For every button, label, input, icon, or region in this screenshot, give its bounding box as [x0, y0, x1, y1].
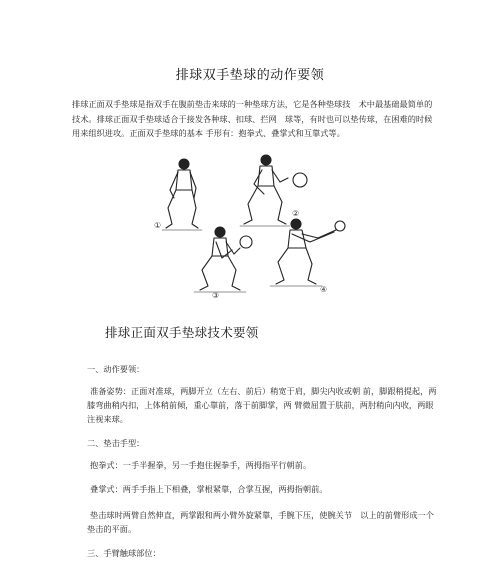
volleyball-ball-2 — [293, 173, 307, 187]
fist-grip-paragraph: 抱拳式：一手半握拳，另一手抱住握拳手，两拇指平行朝前。 — [90, 460, 312, 470]
heading-motion-essentials: 一、动作要领： — [87, 364, 145, 374]
volleyball-illustration — [150, 150, 350, 300]
volleyball-ball-3 — [240, 236, 252, 248]
passing-arm-paragraph: 垫击球时两臂自然伸直，两掌跟和两小臂外旋紧靠，手腕下压，使腕关节 以上的前臂形成一个垫击的平面。 — [87, 510, 434, 534]
figure-label-3: ③ — [212, 291, 220, 300]
player-figure-4 — [276, 219, 336, 284]
intro-paragraph: 排球正面双手垫球是指双手在腹前垫击来球的一种垫球方法，它是各种垫球技 术中最基础最简单的技术。排球正面双手垫球适合于接发各种球、扣球、拦网 球等，有时也可以垫传球，在困难的时候用来组织进攻。正面双手垫球的基本 手形有：抱拳式、叠掌式和互靠式等。 — [72, 99, 433, 138]
figure-label-2: ② — [292, 209, 300, 218]
ready-stance-paragraph: 准备姿势：正面对准球，两脚开立（左右、前后）稍宽于肩，脚尖内收或朝 前，脚跟稍提起，两膝弯曲稍内扣，上体稍前倾，重心靠前，落于前脚掌，两 臂微屈置于肤前，两肘稍向内收，两眼注视来球。 — [87, 386, 437, 424]
player-figure-3 — [200, 227, 240, 290]
player-figure-1 — [166, 159, 198, 228]
heading-hand-shape: 二、垫击手型： — [87, 438, 145, 448]
figure-label-1: ① — [154, 221, 162, 230]
stacked-palm-paragraph: 叠掌式：两手手指上下相叠，掌根紧靠，合掌互握，两拇指朝前。 — [90, 484, 328, 494]
figure-label-4: ④ — [320, 285, 328, 294]
document-title: 排球双手垫球的动作要领 — [175, 68, 325, 83]
heading-contact-area: 三、手臂触球部位： — [87, 548, 161, 558]
player-figure-2 — [244, 155, 288, 224]
volleyball-ball-4 — [335, 221, 345, 231]
section-title: 排球正面双手垫球技术要领 — [105, 325, 259, 340]
